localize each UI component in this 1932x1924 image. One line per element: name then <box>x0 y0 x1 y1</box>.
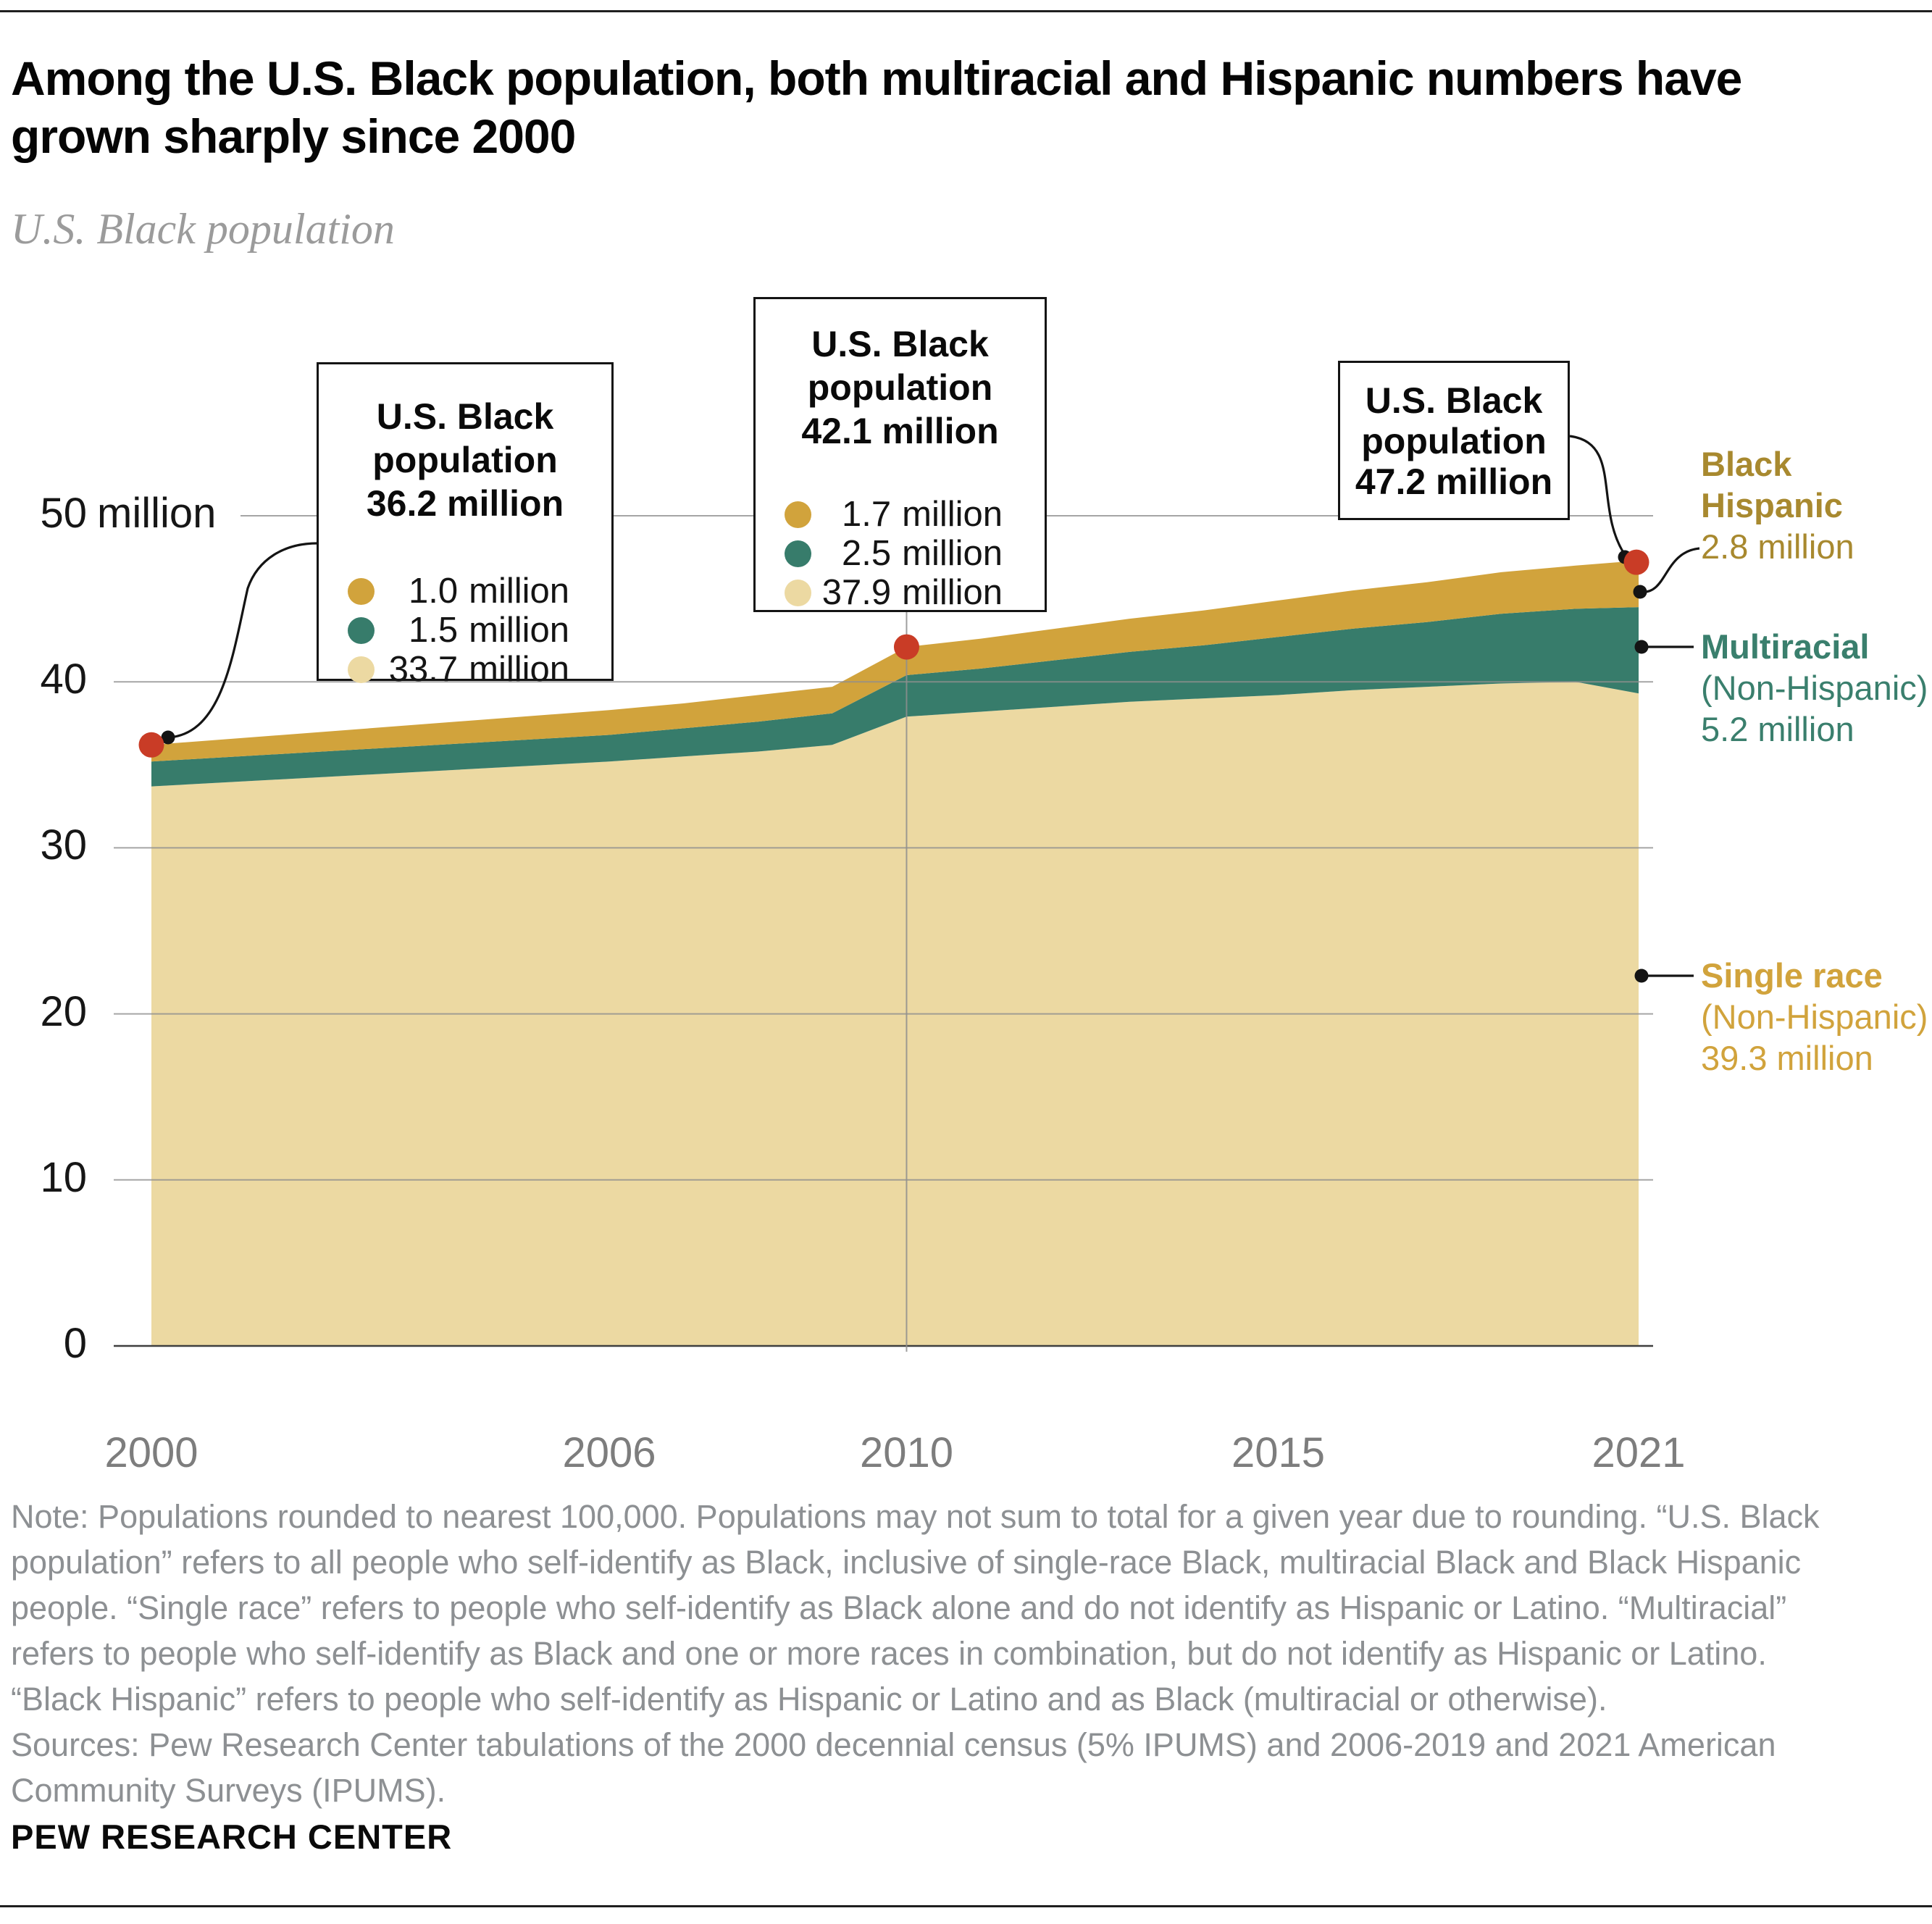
callout-legend-row <box>319 650 611 689</box>
y-tick-label-30 <box>9 821 87 869</box>
x-tick-label-2006: 2006 <box>562 1429 656 1476</box>
note-line: population” refers to all people who self-identify as Black, inclusive of single-race Black, multiracial Black and Black Hispanic <box>11 1544 1802 1581</box>
callout-2000-title-line1: U.S. Black <box>376 396 554 437</box>
legend-value: 33.7 <box>388 650 459 689</box>
legend-value: 2.5 <box>842 534 892 573</box>
callout-legend-row <box>756 573 1045 612</box>
y-tick-number: 10 <box>40 1153 87 1201</box>
callout-2021-title <box>1340 380 1568 502</box>
highlight-dot-2010 <box>894 635 919 660</box>
y-tick-label-20 <box>9 987 87 1036</box>
chart-subtitle: U.S. Black population <box>11 205 395 253</box>
single-race-label-line1: Single race <box>1701 956 1883 995</box>
legend-swatch-dot <box>785 501 811 528</box>
legend-unit: million <box>902 495 1003 534</box>
y-tick-label-0 <box>9 1319 87 1368</box>
note-line: people. “Single race” refers to people who self-identify as Black alone and do not identify as Hispanic or Latino. “Multiracial” <box>11 1589 1787 1626</box>
y-tick-number: 50 <box>40 490 87 537</box>
callout-legend-row <box>756 495 1045 534</box>
callout-2000-title <box>319 395 611 525</box>
callout-2021 <box>1338 361 1570 520</box>
legend-unit: million <box>469 650 569 689</box>
legend-unit: million <box>902 534 1003 573</box>
y-tick-label-40 <box>9 655 87 703</box>
series-label-black-hispanic <box>1701 443 1931 567</box>
callout-2010-title-line2: population <box>807 367 993 408</box>
single-race-label-line2: (Non-Hispanic) <box>1701 997 1928 1036</box>
single-race-value: 39.3 million <box>1701 1039 1873 1077</box>
legend-value: 37.9 <box>821 573 892 612</box>
y-tick-suffix: million <box>97 490 217 537</box>
callout-2010 <box>753 297 1047 612</box>
highlight-dot-2000 <box>139 732 164 758</box>
y-tick-label-50 <box>9 489 216 538</box>
connector-2021-callout <box>1570 436 1625 555</box>
connector-dot-3 <box>1635 640 1649 654</box>
note-line: Note: Populations rounded to nearest 100,000. Populations may not sum to total for a given year due to rounding. “U.S. Black <box>11 1498 1820 1535</box>
callout-legend-row <box>319 572 611 611</box>
callout-2010-title-line3: 42.1 million <box>801 411 999 451</box>
multiracial-label-line1: Multiracial <box>1701 627 1870 666</box>
legend-unit: million <box>469 611 569 650</box>
legend-value: 1.7 <box>842 495 892 534</box>
page-title-line-2: grown sharply since 2000 <box>11 109 576 163</box>
x-tick-label-2015: 2015 <box>1231 1429 1326 1476</box>
x-tick-label-2010: 2010 <box>859 1429 953 1476</box>
callout-2010-title <box>756 322 1045 453</box>
callout-legend-row <box>319 611 611 650</box>
black-hispanic-value: 2.8 million <box>1701 527 1854 566</box>
connector-2000-callout <box>168 543 317 737</box>
callout-2010-title-line1: U.S. Black <box>811 324 989 364</box>
sources-line: Sources: Pew Research Center tabulations of the 2000 decennial census (5% IPUMS) and 2006-2019 and 2021 American <box>11 1726 1776 1763</box>
page-title-line-1: Among the U.S. Black population, both multiracial and Hispanic numbers have <box>11 51 1742 105</box>
pew-research-center-footer: PEW RESEARCH CENTER <box>11 1818 453 1856</box>
y-tick-number: 30 <box>40 821 87 869</box>
y-tick-number: 0 <box>63 1320 87 1367</box>
black-hispanic-label-line2: Hispanic <box>1701 486 1843 524</box>
callout-legend-row <box>756 534 1045 573</box>
legend-unit: million <box>902 573 1003 612</box>
connector-black-hispanic <box>1640 548 1699 592</box>
legend-value: 1.0 <box>409 572 459 611</box>
callout-2021-title-line1: U.S. Black <box>1365 380 1543 421</box>
legend-unit: million <box>469 572 569 611</box>
series-label-multiracial <box>1701 626 1931 750</box>
multiracial-label-line2: (Non-Hispanic) <box>1701 669 1928 707</box>
x-tick-label-2021: 2021 <box>1592 1429 1686 1476</box>
highlight-dot-2021 <box>1624 550 1649 575</box>
legend-swatch-dot <box>785 580 811 606</box>
legend-value: 1.5 <box>409 611 459 650</box>
callout-2000-title-line3: 36.2 million <box>366 483 564 524</box>
y-tick-number: 40 <box>40 656 87 703</box>
series-label-single-race <box>1701 955 1931 1079</box>
callout-2000-legend <box>319 572 611 689</box>
note-line: refers to people who self-identify as Black and one or more races in combination, but do not identify as Hispanic or Latino. <box>11 1635 1767 1672</box>
legend-swatch-dot <box>785 540 811 567</box>
x-tick-label-2000: 2000 <box>104 1429 198 1476</box>
connector-dot-2 <box>1634 585 1647 599</box>
legend-swatch-dot <box>348 656 375 683</box>
sources-line: Community Surveys (IPUMS). <box>11 1772 446 1809</box>
legend-swatch-dot <box>348 617 375 644</box>
legend-swatch-dot <box>348 578 375 605</box>
connector-dot-4 <box>1635 969 1649 983</box>
callout-2021-title-line2: population <box>1361 421 1547 461</box>
note-block <box>11 1494 1931 1813</box>
multiracial-value: 5.2 million <box>1701 710 1854 748</box>
note-line: “Black Hispanic” refers to people who self-identify as Hispanic or Latino and as Black (multiracial or otherwise). <box>11 1681 1607 1718</box>
callout-2000-title-line2: population <box>372 440 558 480</box>
callout-2000 <box>317 362 614 689</box>
y-tick-label-10 <box>9 1153 87 1202</box>
callout-2010-legend <box>756 495 1045 612</box>
y-tick-number: 20 <box>40 987 87 1035</box>
black-hispanic-label-line1: Black <box>1701 445 1792 483</box>
callout-2021-title-line3: 47.2 million <box>1355 461 1553 502</box>
